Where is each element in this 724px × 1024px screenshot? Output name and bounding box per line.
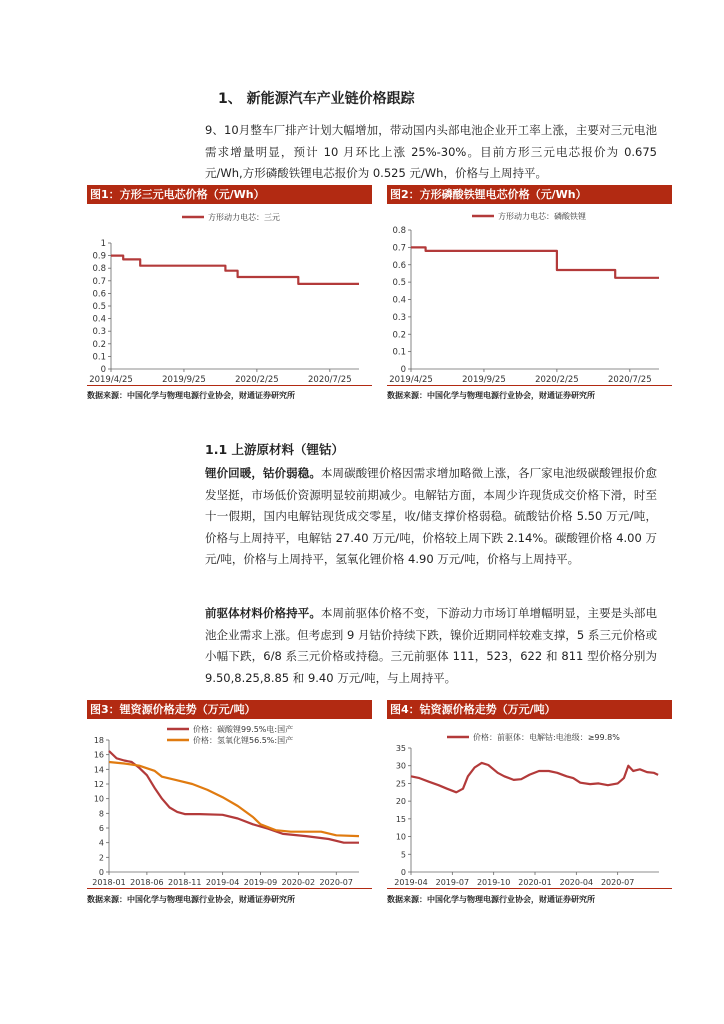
- y-tick-label: 1: [100, 239, 106, 249]
- y-tick-label: 0: [400, 365, 406, 375]
- legend-label: 价格：氢氧化锂56.5%:国产: [193, 736, 294, 745]
- y-tick-label: 0.6: [92, 289, 106, 300]
- x-tick-label: 2019/9/25: [462, 375, 506, 385]
- y-tick-label: 0.2: [392, 330, 406, 341]
- precursor-paragraph: [205, 603, 657, 689]
- x-tick-label: 2020-02: [281, 878, 316, 887]
- x-tick-label: 2020/2/25: [235, 375, 279, 385]
- y-tick-label: 0: [100, 365, 106, 375]
- x-tick-label: 2019/4/25: [89, 375, 133, 385]
- y-tick-label: 0.3: [92, 327, 106, 338]
- legend-label: 价格：碳酸锂99.5%电:国产: [193, 725, 294, 734]
- figure1-source: 数据来源：中国化学与物理电源行业协会，财通证券研究所: [87, 391, 295, 400]
- lithium-cobalt-lead: 锂价回暖，钴价弱稳。: [205, 466, 321, 480]
- x-tick-label: 2020-07: [319, 878, 353, 887]
- y-tick-label: 18: [93, 736, 104, 745]
- y-tick-label: 4: [98, 838, 104, 848]
- legend-label: 价格：前驱体：电解钴:电池级：≥99.8%: [473, 733, 620, 742]
- legend-label: 方形动力电芯：三元: [208, 213, 280, 222]
- y-tick-label: 14: [93, 765, 104, 775]
- y-tick-label: 0.5: [92, 302, 106, 312]
- y-tick-label: 16: [93, 750, 104, 760]
- y-tick-label: 5: [400, 850, 406, 860]
- x-tick-label: 2020-04: [559, 878, 594, 887]
- series-line-1: [109, 751, 359, 843]
- y-tick-label: 0.1: [392, 347, 406, 358]
- x-tick-label: 2020-01: [518, 878, 552, 887]
- y-tick-label: 0.8: [92, 264, 106, 275]
- figure4-bottom-rule: [387, 888, 672, 889]
- y-tick-label: 8: [98, 809, 104, 819]
- lithium-cobalt-body: 本周碳酸锂价格因需求增加略微上涨，各厂家电池级碳酸锂报价愈发坚挺，市场低价资源明显较前期减少。电解钴方面，本周少许现货成交价格下滑，时至十一假期，国内电解钴现货成交零星，收/储支撑价格弱稳。硫酸钴价格 5.50 万元/吨，价格与上周持平，电解钴 27.40 万元/吨，价格较上周下跌 2.14%。碳酸锂价格 4.00 万元/吨，价格与上周持平，氢氧化锂价格 4.90 万元/吨，价格与上周持平。: [205, 466, 657, 566]
- subsection-title: 1.1 上游原材料（锂钴）: [205, 442, 344, 457]
- precursor-body: 本周前驱体价格不变，下游动力市场订单增幅明显，主要是头部电池企业需求上涨。但考虑到 9 月钴价持续下跌，镍价近期同样较难支撑，5 系三元价格或小幅下跌，6/8 系三元价格或持稳。三元前驱体 111，523，622 和 811 型价格分别为 9.50,8.25,8.85 和 9.40 万元/吨，与上周持平。: [205, 606, 657, 685]
- intro-paragraph: 9、10月整车厂排产计划大幅增加，带动国内头部电池企业开工率上涨，主要对三元电池需求增量明显，预计 10 月环比上涨 25%-30%。目前方形三元电芯报价为 0.675 元/Wh,方形磷酸铁锂电芯报价为 0.525 元/Wh，价格与上周持平。: [205, 123, 657, 180]
- figure1-chart: [87, 205, 372, 385]
- x-tick-label: 2018-11: [168, 878, 202, 887]
- y-tick-label: 0.9: [92, 251, 106, 262]
- x-tick-label: 2019-10: [476, 878, 511, 887]
- y-tick-label: 10: [93, 794, 104, 804]
- x-tick-label: 2019/9/25: [162, 375, 206, 385]
- series-line-1: [411, 763, 658, 792]
- y-tick-label: 0.6: [392, 260, 406, 271]
- figure4-chart: [387, 720, 672, 888]
- x-tick-label: 2020/7/25: [308, 375, 352, 385]
- x-tick-label: 2020/7/25: [608, 375, 652, 385]
- x-tick-label: 2019-04: [394, 878, 428, 887]
- section-title: 1、 新能源汽车产业链价格跟踪: [218, 91, 415, 107]
- y-tick-label: 6: [98, 824, 104, 833]
- y-tick-label: 0.7: [92, 276, 106, 287]
- y-tick-label: 0.3: [392, 312, 406, 323]
- figure1-bottom-rule: [87, 385, 372, 386]
- x-tick-label: 2018-01: [92, 878, 126, 887]
- x-tick-label: 2018-06: [130, 878, 164, 887]
- y-tick-label: 0.4: [92, 314, 106, 325]
- figure3-bottom-rule: [87, 888, 372, 889]
- figure4-title: 图4：钴资源价格走势（万元/吨）: [387, 700, 672, 719]
- y-tick-label: 0.7: [392, 243, 406, 254]
- precursor-lead: 前驱体材料价格持平。: [205, 606, 321, 620]
- figure2-title: 图2：方形磷酸铁锂电芯价格（元/Wh）: [387, 185, 672, 204]
- figure2-bottom-rule: [387, 385, 672, 386]
- y-tick-label: 2: [98, 853, 104, 863]
- figure2-chart: [387, 205, 672, 385]
- y-tick-label: 30: [395, 761, 406, 771]
- y-tick-label: 25: [395, 779, 406, 789]
- figure1-title: 图1：方形三元电芯价格（元/Wh）: [87, 185, 372, 204]
- y-tick-label: 0.5: [392, 278, 406, 289]
- x-tick-label: 2020/2/25: [535, 375, 579, 385]
- y-tick-label: 10: [395, 832, 406, 842]
- figure3-source: 数据来源：中国化学与物理电源行业协会，财通证券研究所: [87, 895, 295, 904]
- y-tick-label: 0: [400, 868, 406, 877]
- figure4-source: 数据来源：中国化学与物理电源行业协会，财通证券研究所: [387, 895, 595, 904]
- figure2-source: 数据来源：中国化学与物理电源行业协会，财通证券研究所: [387, 391, 595, 400]
- y-tick-label: 0.4: [392, 295, 406, 306]
- y-tick-label: 0.2: [92, 339, 106, 350]
- lithium-cobalt-paragraph: [205, 463, 657, 571]
- y-tick-label: 0: [98, 868, 104, 877]
- y-tick-label: 35: [395, 744, 406, 753]
- x-tick-label: 2019-07: [435, 878, 470, 887]
- figure3-title: 图3：锂资源价格走势（万元/吨）: [87, 700, 372, 719]
- y-tick-label: 0.1: [92, 352, 106, 363]
- y-tick-label: 12: [93, 780, 104, 789]
- figure3-chart: [87, 720, 372, 888]
- series-line-1: [411, 247, 659, 277]
- series-line-2: [109, 762, 359, 836]
- x-tick-label: 2019-04: [205, 878, 240, 887]
- x-tick-label: 2020-07: [600, 878, 635, 887]
- series-line-1: [111, 256, 359, 284]
- y-tick-label: 20: [395, 797, 406, 807]
- x-tick-label: 2019-09: [243, 878, 278, 887]
- y-tick-label: 0.8: [392, 226, 406, 236]
- y-tick-label: 15: [395, 814, 406, 824]
- legend-label: 方形动力电芯：磷酸铁锂: [498, 212, 586, 221]
- x-tick-label: 2019/4/25: [389, 375, 433, 385]
